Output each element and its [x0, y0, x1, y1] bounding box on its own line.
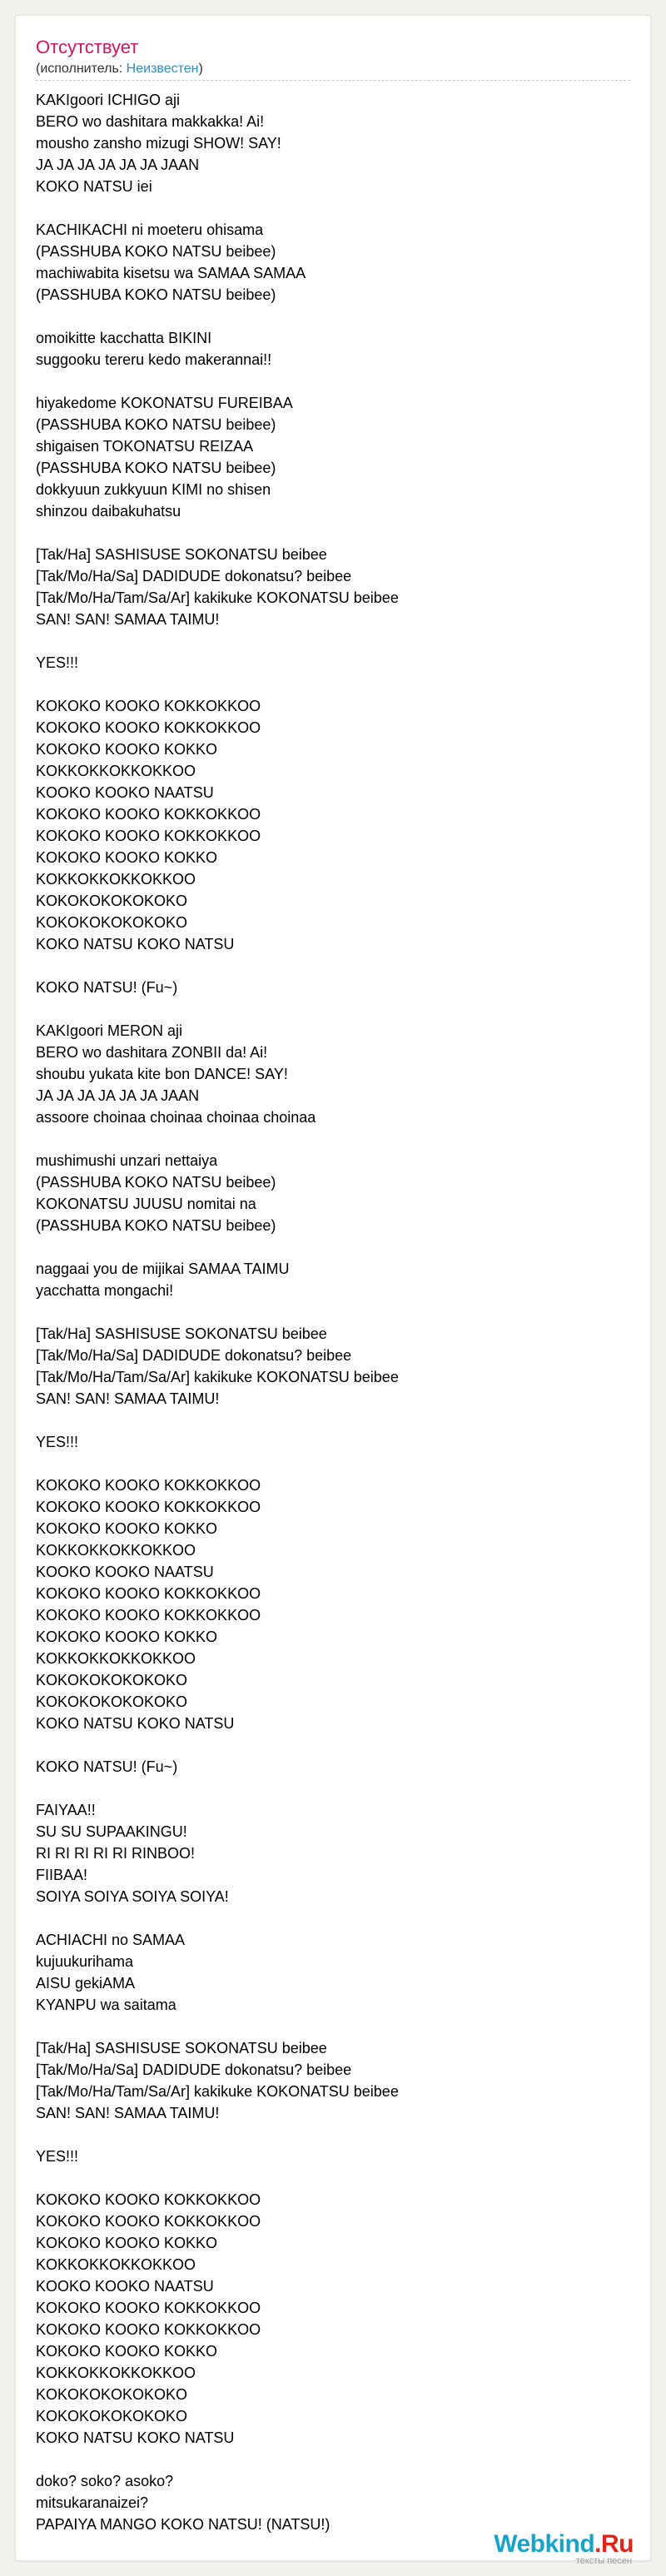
lyric-line: (PASSHUBA KOKO NATSU beibee) — [36, 1217, 276, 1234]
lyric-line: KOKOKO KOOKO KOKKOKKOO — [36, 719, 261, 736]
webkind-logo[interactable] — [494, 2530, 634, 2566]
lyric-line: shigaisen TOKONATSU REIZAA — [36, 438, 254, 455]
artist-line — [36, 60, 203, 78]
logo-main-text: Webkind — [494, 2530, 595, 2558]
lyric-line: shinzou daibakuhatsu — [36, 503, 181, 520]
lyric-blank-line — [36, 2167, 630, 2189]
lyrics-card — [15, 15, 651, 2566]
dashed-divider — [36, 80, 630, 81]
lyric-line: mitsukaranaizei? — [36, 2494, 149, 2511]
lyric-line: KOKO NATSU KOKO NATSU — [36, 936, 235, 952]
lyric-line: omoikitte kacchatta BIKINI — [36, 330, 212, 346]
lyric-line: KOKOKO KOOKO KOKKO — [36, 2343, 218, 2360]
lyric-line: kujuukurihama — [36, 1953, 134, 1970]
lyric-line: KOKOKO KOOKO KOKKOKKOO — [36, 698, 261, 714]
lyric-line: KYANPU wa saitama — [36, 1997, 176, 2013]
lyric-line: KOKKOKKOKKOKKOO — [36, 1542, 196, 1559]
lyric-line: KOKOKOKOKOKOKO — [36, 2386, 188, 2403]
lyric-line: AISU gekiAMA — [36, 1975, 136, 1992]
lyric-line: KOKOKO KOOKO KOKKOKKOO — [36, 1499, 261, 1515]
lyric-line: ACHIACHI no SAMAA — [36, 1932, 186, 1948]
lyric-line: [Tak/Mo/Ha/Tam/Sa/Ar] kakikuke KOKONATSU beibee — [36, 2083, 399, 2100]
artist-prefix: (исполнитель: — [36, 62, 127, 76]
lyric-line: SAN! SAN! SAMAA TAIMU! — [36, 611, 220, 628]
logo-wordmark — [494, 2530, 634, 2559]
lyric-blank-line — [36, 674, 630, 695]
lyric-line: KOKOKO KOOKO KOKKO — [36, 1629, 218, 1645]
lyric-line: KOKOKOKOKOKOKO — [36, 914, 188, 931]
lyric-blank-line — [36, 998, 630, 1020]
lyric-line: shoubu yukata kite bon DANCE! SAY! — [36, 1066, 288, 1082]
lyric-blank-line — [36, 630, 630, 652]
lyric-blank-line — [36, 2449, 630, 2470]
artist-suffix: ) — [198, 62, 203, 76]
lyric-line: machiwabita kisetsu wa SAMAA SAMAA — [36, 265, 306, 281]
lyric-blank-line — [36, 1128, 630, 1150]
lyric-line: YES!!! — [36, 1434, 79, 1450]
lyric-line: [Tak/Mo/Ha/Sa] DADIDUDE dokonatsu? beibee — [36, 2061, 352, 2078]
lyric-blank-line — [36, 306, 630, 327]
lyric-line: KOKOKO KOOKO KOKKO — [36, 741, 218, 758]
lyric-line: KOKOKOKOKOKOKO — [36, 2408, 188, 2424]
lyric-line: YES!!! — [36, 654, 79, 671]
lyric-line: KACHIKACHI ni moeteru ohisama — [36, 221, 264, 238]
lyric-blank-line — [36, 1301, 630, 1323]
lyric-line: FAIYAA!! — [36, 1802, 96, 1818]
lyric-line: (PASSHUBA KOKO NATSU beibee) — [36, 416, 276, 433]
lyric-line: SAN! SAN! SAMAA TAIMU! — [36, 2105, 220, 2121]
lyric-line: JA JA JA JA JA JA JAAN — [36, 157, 200, 173]
logo-suffix-text: .Ru — [594, 2530, 634, 2558]
lyric-blank-line — [36, 197, 630, 219]
lyric-line: KOKOKO KOOKO KOKKOKKOO — [36, 2213, 261, 2230]
lyric-line: BERO wo dashitara makkakka! Ai! — [36, 113, 265, 130]
lyric-line: KOKKOKKOKKOKKOO — [36, 871, 196, 888]
lyric-line: KAKIgoori MERON aji — [36, 1022, 183, 1039]
lyric-blank-line — [36, 1907, 630, 1929]
lyric-line: assoore choinaa choinaa choinaa choinaa — [36, 1109, 316, 1126]
lyric-line: [Tak/Mo/Ha/Tam/Sa/Ar] kakikuke KOKONATSU beibee — [36, 589, 399, 606]
lyric-line: RI RI RI RI RI RINBOO! — [36, 1845, 196, 1862]
lyric-line: SAN! SAN! SAMAA TAIMU! — [36, 1390, 220, 1407]
lyrics-text — [36, 89, 630, 2535]
lyric-line: KOKO NATSU KOKO NATSU — [36, 2429, 235, 2446]
lyric-blank-line — [36, 1734, 630, 1756]
lyric-line: KOKONATSU JUUSU nomitai na — [36, 1196, 256, 1212]
lyric-line: doko? soko? asoko? — [36, 2473, 174, 2489]
lyric-blank-line — [36, 522, 630, 544]
lyric-line: [Tak/Mo/Ha/Tam/Sa/Ar] kakikuke KOKONATSU beibee — [36, 1369, 399, 1385]
lyric-line: suggooku tereru kedo makerannai!! — [36, 351, 272, 368]
lyric-line: (PASSHUBA KOKO NATSU beibee) — [36, 460, 276, 476]
lyric-line: yacchatta mongachi! — [36, 1282, 174, 1299]
lyric-line: (PASSHUBA KOKO NATSU beibee) — [36, 243, 276, 260]
lyric-line: (PASSHUBA KOKO NATSU beibee) — [36, 1174, 276, 1191]
lyric-line: KOKOKO KOOKO KOKKOKKOO — [36, 1477, 261, 1494]
lyric-line: KOKO NATSU! (Fu~) — [36, 1758, 178, 1775]
lyric-line: FIIBAA! — [36, 1867, 88, 1883]
lyric-line: KOKOKO KOOKO KOKKOKKOO — [36, 2300, 261, 2316]
lyric-line: KOKOKO KOOKO KOKKO — [36, 1520, 218, 1537]
lyric-line: JA JA JA JA JA JA JAAN — [36, 1087, 200, 1104]
lyric-line: [Tak/Ha] SASHISUSE SOKONATSU beibee — [36, 2040, 327, 2056]
lyric-line: KOKKOKKOKKOKKOO — [36, 763, 196, 779]
lyric-line: KOKKOKKOKKOKKOO — [36, 1650, 196, 1667]
lyric-line: (PASSHUBA KOKO NATSU beibee) — [36, 286, 276, 303]
lyric-line: KOKOKOKOKOKOKO — [36, 1672, 188, 1688]
lyric-line: KOKO NATSU! (Fu~) — [36, 979, 178, 996]
lyric-line: [Tak/Mo/Ha/Sa] DADIDUDE dokonatsu? beibee — [36, 568, 352, 584]
lyric-line: KOKO NATSU iei — [36, 178, 152, 195]
lyric-line: mushimushi unzari nettaiya — [36, 1152, 218, 1169]
lyric-line: KOKOKOKOKOKOKO — [36, 893, 188, 909]
lyric-line: mousho zansho mizugi SHOW! SAY! — [36, 135, 281, 152]
lyric-line: KOOKO KOOKO NAATSU — [36, 784, 214, 801]
lyric-line: BERO wo dashitara ZONBII da! Ai! — [36, 1044, 268, 1061]
lyric-line: naggaai you de mijikai SAMAA TAIMU — [36, 1261, 290, 1277]
lyric-blank-line — [36, 2016, 630, 2037]
lyric-line: hiyakedome KOKONATSU FUREIBAA — [36, 395, 293, 411]
lyric-blank-line — [36, 1410, 630, 1431]
lyric-line: [Tak/Ha] SASHISUSE SOKONATSU beibee — [36, 1325, 327, 1342]
lyric-line: [Tak/Mo/Ha/Sa] DADIDUDE dokonatsu? beibee — [36, 1347, 352, 1364]
lyric-blank-line — [36, 1453, 630, 1474]
lyric-line: KOKOKO KOOKO KOKKOKKOO — [36, 806, 261, 823]
lyric-line: SU SU SUPAAKINGU! — [36, 1823, 187, 1840]
song-title: Отсутствует — [36, 37, 139, 57]
lyric-line: KOKOKO KOOKO KOKKOKKOO — [36, 2191, 261, 2208]
lyric-blank-line — [36, 1236, 630, 1258]
lyric-line: [Tak/Ha] SASHISUSE SOKONATSU beibee — [36, 546, 327, 563]
lyric-line: KOKOKOKOKOKOKO — [36, 1693, 188, 1710]
lyric-line: YES!!! — [36, 2148, 79, 2165]
lyric-line: KOKKOKKOKKOKKOO — [36, 2365, 196, 2381]
lyric-line: KOKOKO KOOKO KOKKO — [36, 849, 218, 866]
lyric-line: KAKIgoori ICHIGO aji — [36, 92, 181, 108]
lyric-line: KOKKOKKOKKOKKOO — [36, 2256, 196, 2273]
lyric-blank-line — [36, 370, 630, 392]
lyric-line: KOOKO KOOKO NAATSU — [36, 2278, 214, 2295]
lyric-line: SOIYA SOIYA SOIYA SOIYA! — [36, 1888, 229, 1905]
lyric-line: dokkyuun zukkyuun KIMI no shisen — [36, 481, 271, 498]
lyric-line: KOKOKO KOOKO KOKKOKKOO — [36, 1607, 261, 1624]
lyric-blank-line — [36, 955, 630, 977]
artist-link[interactable]: Неизвестен — [126, 62, 199, 76]
lyric-line: KOKOKO KOOKO KOKKOKKOO — [36, 828, 261, 844]
lyric-line: KOKOKO KOOKO KOKKO — [36, 2235, 218, 2251]
lyric-line: KOKO NATSU KOKO NATSU — [36, 1715, 235, 1732]
lyric-line: KOKOKO KOOKO KOKKOKKOO — [36, 1585, 261, 1602]
lyric-blank-line — [36, 1778, 630, 1799]
lyric-blank-line — [36, 2124, 630, 2146]
lyric-line: KOKOKO KOOKO KOKKOKKOO — [36, 2321, 261, 2338]
lyric-line: PAPAIYA MANGO KOKO NATSU! (NATSU!) — [36, 2516, 331, 2533]
logo-tagline: тексты песен — [575, 2556, 632, 2566]
lyric-line: KOOKO KOOKO NAATSU — [36, 1564, 214, 1580]
